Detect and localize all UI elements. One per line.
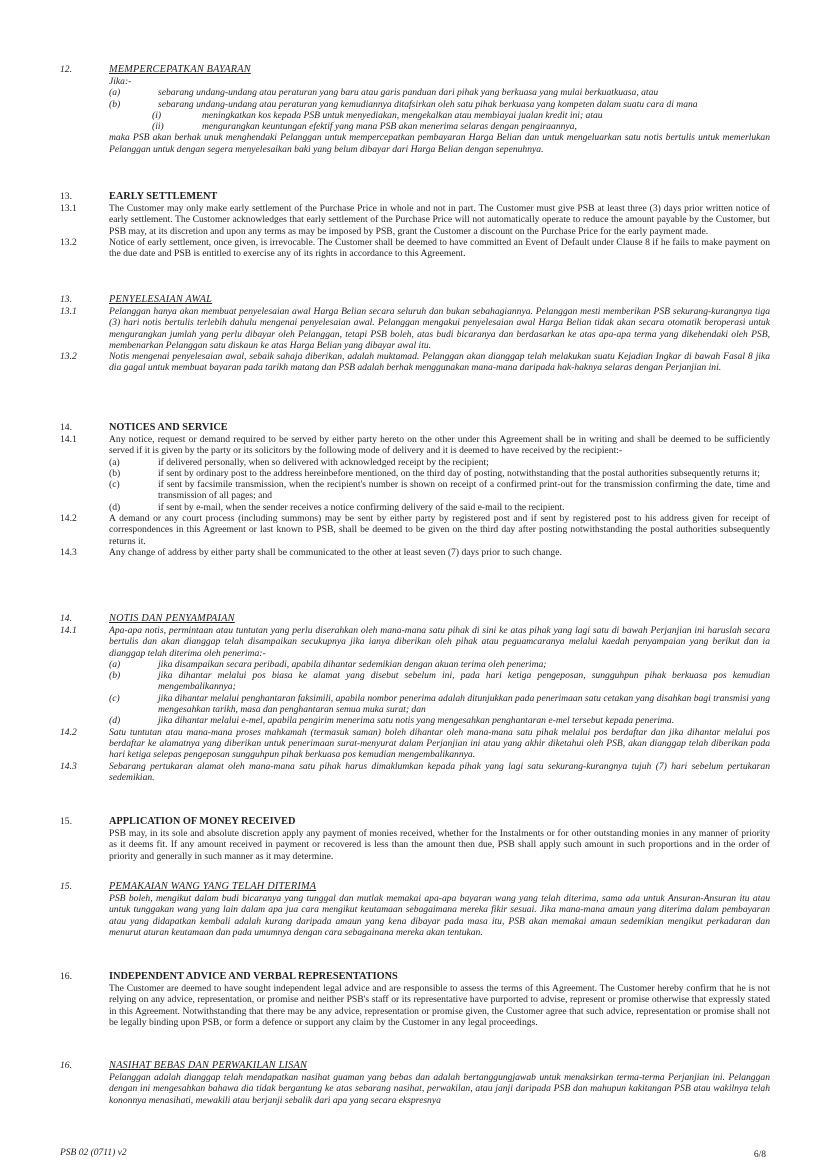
- item-label: (a): [109, 456, 120, 468]
- subclause-number: 13.1: [60, 203, 77, 214]
- clause-text: The Customer are deemed to have sought independent legal advice and are responsible to assess the terms of this Agreement. The Customer hereby confirm that he is not relying on any advice, representation, or promise and neither PSB's staff or its representative have purported to advise, represent or promise otherwise that expressly stated in this Agreement. Notwithstanding that there may be any advice, representation or promise given, the Customer agree that such advice, representation or promise shall not be legally binding upon PSB, or form a defence or support any claim by the Customer in any legal proceedings.: [109, 983, 770, 1028]
- clause-13-english: [60, 191, 770, 259]
- clause-12-malay: [60, 64, 770, 155]
- clause-text: Sebarang pertukaran alamat oleh mana-mana satu pihak harus dimaklumkan kepada pihak yang lagi satu sekurang-kurangnya tujuh (7) hari sebelum pertukaran sedemikian.: [109, 760, 770, 783]
- clause-14-malay: [60, 613, 770, 783]
- clause-text: Jika:-: [109, 76, 132, 87]
- subclause-number: 14.3: [60, 546, 77, 558]
- item-text: jika dihantar melalui e-mel, apabila pengirim menerima satu notis yang mengesahkan penghantaran e-mel tersebut kepada penerima.: [158, 715, 675, 727]
- clause-text: The Customer may only make early settlement of the Purchase Price in whole and not in part. The Customer must give PSB at least three (3) days prior written notice of early settlement. The Customer acknowledges that early settlement of the Purchase Price will not automatically operate to reduce the amount payable by the Customer, but PSB may, at its discretion and upon any terms as may be imposed by PSB, grant the Customer a discount on the Purchase Price for the early payment made.: [109, 203, 770, 237]
- item-text: if sent by facsimile transmission, when the recipient's number is shown on receipt of a confirmed print-out for the transmission confirming the date, time and transmission of all pages; and: [158, 479, 770, 502]
- clause-15-english: [60, 816, 770, 862]
- page-number: 6/8: [753, 1150, 766, 1160]
- form-code: PSB 02 (0711) v2: [60, 1148, 127, 1158]
- clause-number: 16.: [60, 971, 72, 982]
- clause-text: PSB may, in its sole and absolute discretion apply any payment of monies received, whether for the Instalments or for other outstanding monies in any manner of priority as it deems fit. If any amount received in payment or recovered is less than the amount then due, PSB shall apply such amount in such proportions and in the order of priority and generally in such manner as it may determine.: [109, 828, 770, 862]
- clause-text: Notice of early settlement, once given, is irrevocable. The Customer shall be deemed to have committed an Event of Default under Clause 8 if he fails to make payment on the due date and PSB is entitled to exercise any of its rights in accordance to this Agreement.: [109, 236, 770, 260]
- clause-text: Any notice, request or demand required to be served by either party hereto on the other under this Agreement shall be in writing and shall be deemed to be sufficiently served if it is given by the party or its solicitors by the following mode of delivery and it is deemed to have received by the recipient:-: [109, 434, 770, 457]
- subclause-number: 14.2: [60, 513, 77, 525]
- item-label: (a): [109, 87, 121, 99]
- clause-16-malay: [60, 1060, 770, 1106]
- subclause-number: 13.2: [60, 351, 77, 363]
- clause-13-malay: [60, 294, 770, 374]
- subitem-text: mengurangkan keuntungan efektif yang mana PSB akan menerima selaras dengan pengiraannya,: [202, 121, 577, 133]
- clause-heading: NOTIS DAN PENYAMPAIAN: [109, 613, 235, 624]
- subclause-number: 13.1: [60, 306, 77, 317]
- clause-heading: INDEPENDENT ADVICE AND VERBAL REPRESENTATIONS: [109, 971, 398, 982]
- clause-number: 12.: [60, 64, 72, 75]
- clause-heading: EARLY SETTLEMENT: [109, 191, 218, 202]
- clause-16-english: [60, 971, 770, 1028]
- clause-text: PSB boleh, mengikut dalam budi bicaranya yang tunggal dan mutlak memakai apa-apa bayaran wang yang telah diterima, sama ada untuk Ansuran-Ansuran itu atau untuk tunggakan wang yang lain dalam apa jua cara mengikut keutamaan sebagaimana mereka fikir sesuai. Jika mana-mana amaun yang diterima dalam pembayaran atau yang didapatkan kembali adalah kurang daripada amaun yang kena dibayar pada masa itu, PSB akan memakai amaun sedemikian mengikut perkadaran dan menurut aturan keutamaan dan pada umumnya dengan cara sebagainana mereka akan tentukan.: [109, 893, 770, 938]
- clause-number: 14.: [60, 613, 72, 624]
- clause-number: 16.: [60, 1060, 72, 1071]
- item-text: sebarang undang-undang atau peraturan yang baru atau garis panduan dari pihak yang berkuasa yang mulai berkuatkuasa, atau: [158, 87, 659, 99]
- clause-number: 13.: [60, 191, 72, 202]
- clause-heading: APPLICATION OF MONEY RECEIVED: [109, 816, 296, 827]
- subclause-number: 14.2: [60, 726, 77, 738]
- clause-number: 15.: [60, 881, 72, 892]
- clause-text: Apa-apa notis, permintaan atau tuntutan yang perlu diserahkan oleh mana-mana satu pihak di sini ke atas pihak yang lagi satu di bawah Perjanjian ini haruslah secara bertulis dan akan dianggap telah disampaikan secukupnya jika ianya diberikan oleh pihak atau peguamcaranya melalui kaedah penyampaian yang berikut dan ia dianggap telah diterima oleh penerima:-: [109, 625, 770, 659]
- item-label: (c): [109, 692, 120, 704]
- clause-heading: PEMAKAIAN WANG YANG TELAH DITERIMA: [109, 881, 317, 892]
- subclause-number: 14.1: [60, 434, 77, 445]
- item-text: if sent by ordinary post to the address hereinbefore mentioned, on the third day of posting, notwithstanding that the postal authorities subsequently returns it;: [158, 467, 760, 479]
- clause-heading: MEMPERCEPATKAN BAYARAN: [109, 64, 251, 75]
- item-text: jika dihantar melalui penghantaran faksimili, apabila nombor penerima adalah ditunjukkan pada penerimaan satu cetakan yang disahkan bagi transmisi yang mengesahkan tarikh, masa dan penghantaran semua muka surat; dan: [158, 692, 770, 716]
- item-label: (c): [109, 479, 120, 491]
- clause-text: Pelanggan hanya akan membuat penyelesaian awal Harga Belian secara seluruh dan bukan sebahagiannya. Pelanggan mesti memberikan PSB sekurang-kurangnya tiga (3) hari notis bertulis terlebih dahulu mengenai penyelesaian awal. Pelanggan mengakui penyelesaian awal Harga Belian tidak akan secara otomatik beroperasi untuk mengurangkan jumlah yang perlu dibayar oleh Pelanggan, tetapi PSB boleh, atas budi bicaranya dan berdasarkan ke atas apa-apa terma yang dikehendaki oleh PSB, membenarkan Pelanggan satu diskaun ke atas Harga Belian yang dibayar awal itu.: [109, 306, 770, 351]
- clause-number: 15.: [60, 816, 72, 827]
- clause-text: Any change of address by either party shall be communicated to the other at least seven (7) days prior to such change.: [109, 546, 562, 558]
- clause-text: Notis mengenai penyelesaian awal, sebaik sahaja diberikan, adalah muktamad. Pelanggan akan dianggap telah melakukan suatu Kejadian Ingkar di bawah Fasal 8 jika dia gagal untuk membuat bayaran pada tarikh matang dan PSB adalah berhak menggunakan mana-mana daripada hak-haknya selaras dengan Perjanjian ini.: [109, 351, 770, 374]
- item-text: jika disampaikan secara peribadi, apabila dihantar sedemikian dengan akuan terima oleh penerima;: [158, 658, 547, 670]
- clause-text: A demand or any court process (including summons) may be sent by either party by registered post and if sent by registered post to his address given for receipt of correspondences in this Agreement or last known to PSB, shall be deemed to be given on the third day after posting notwithstanding the postal authorities subsequently returns it.: [109, 513, 770, 547]
- clause-number: 13.: [60, 294, 72, 305]
- clause-15-malay: [60, 881, 770, 938]
- clause-text: Pelanggan adalah dianggap telah mendapatkan nasihat guaman yang bebas dan adalah bertanggungjawab untuk menaksirkan terma-terma Perjanjian ini. Pelanggan dengan ini mengesahkan bahawa dia tidak bergantung ke atas sebarang nasihat, perwakilan, atau janji daripada PSB dan mahupun kakitangan PSB atau wakilnya telah kononnya menasihati, mewakili atau berjanji sebalik dari apa yang secara ekspresnya: [109, 1072, 770, 1106]
- item-label: (d): [109, 715, 121, 727]
- clause-heading: NASIHAT BEBAS DAN PERWAKILAN LISAN: [109, 1060, 308, 1071]
- clause-number: 14.: [60, 422, 72, 433]
- subclause-number: 14.3: [60, 760, 77, 772]
- clause-text: maka PSB akan berhak unuk menghendaki Pelanggan untuk mempercepatkan pembayaran Harga Belian dan untuk mengeluarkan satu notis bertulis untuk memerlukan Pelanggan untuk dengan segera menyelesaikan baki yang belum dibayar dari Harga Belian dengan sepenuhnya.: [109, 132, 770, 155]
- clause-text: Satu tuntutan atau mana-mana proses mahkamah (termasuk saman) boleh dihantar oleh mana-mana satu pihak melalui pos berdaftar dan jika dihantar melalui pos berdaftar ke alamatnya yang diberikan untuk penerimaan surat-menyurat dalam Perjanjian ini atau yang akhir diketahui oleh PSB, akan dianggap telah diberikan pada hari ketiga selepas pengeposan sungguhpun pihak berkuasa pos kemudian mengembalikannya.: [109, 726, 770, 761]
- item-text: jika dihantar melalui pos biasa ke alamat yang disebut sebelum ini, pada hari ketiga pengeposan, sungguhpun pihak berkuasa pos kemudian mengembalikannya;: [158, 670, 770, 693]
- item-label: (b): [109, 467, 121, 479]
- subclause-number: 13.2: [60, 236, 77, 248]
- clause-14-english: [60, 422, 770, 558]
- item-text: if sent by e-mail, when the sender receives a notice confirming delivery of the said e-mail to the recipient.: [158, 501, 565, 513]
- subitem-text: meningkatkan kos kepada PSB untuk menyediakan, mengekalkan atau membiayai jualan kredit ini; atau: [202, 109, 603, 121]
- subitem-label: (ii): [152, 121, 164, 133]
- item-label: (b): [109, 98, 121, 110]
- subclause-number: 14.1: [60, 625, 77, 636]
- item-text: if delivered personally, when so delivered with acknowledged receipt by the recipient;: [158, 456, 489, 468]
- item-label: (a): [109, 658, 121, 670]
- subitem-label: (i): [152, 109, 162, 121]
- item-text: sebarang undang-undang atau peraturan yang kemudiannya ditafsirkan oleh satu pihak berkuasa yang kompeten dalam suatu cara di mana: [158, 98, 698, 110]
- clause-heading: NOTICES AND SERVICE: [109, 422, 228, 433]
- item-label: (d): [109, 501, 121, 513]
- item-label: (b): [109, 670, 121, 682]
- clause-heading: PENYELESAIAN AWAL: [109, 294, 213, 305]
